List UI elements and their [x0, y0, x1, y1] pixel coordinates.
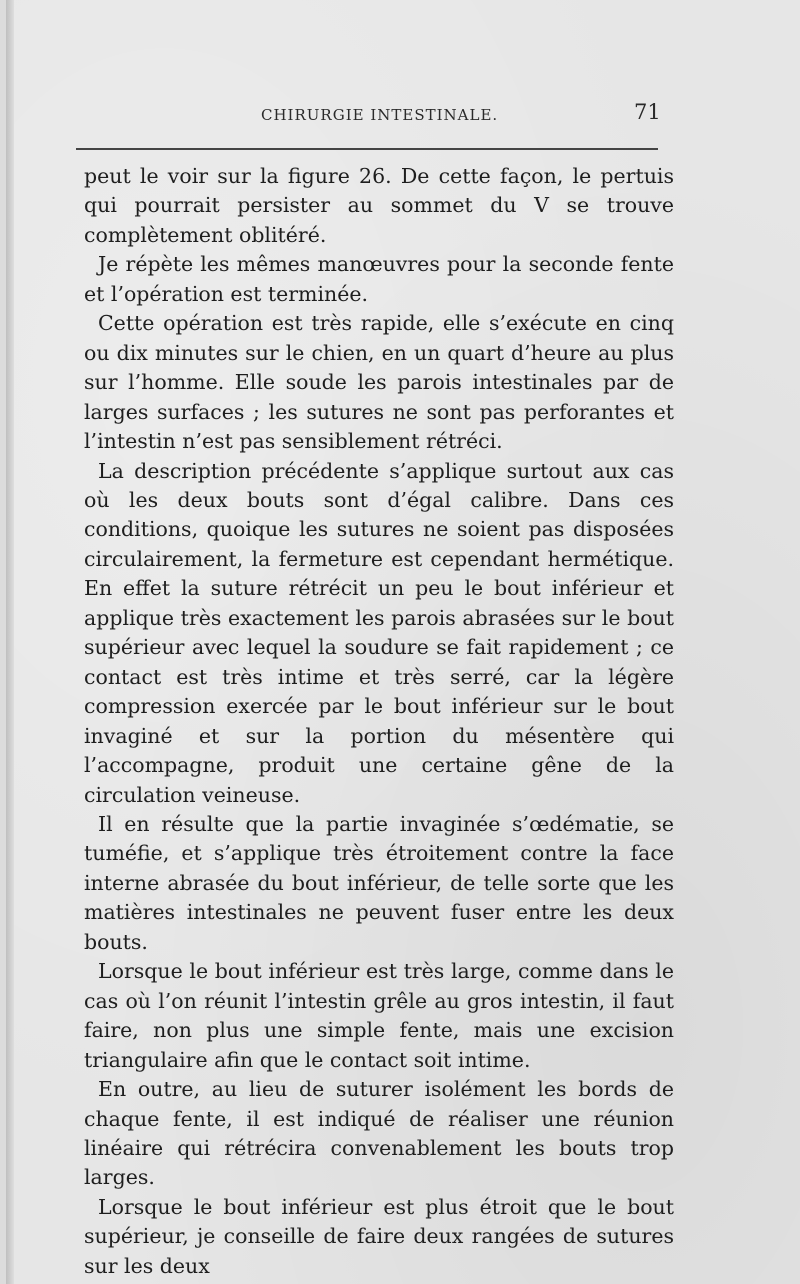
book-page	[6, 0, 800, 1284]
paragraph-1: peut le voir sur la figure 26. De cette façon, le pertuis qui pourrait persister au sommet du V se trouve complètement oblitéré.	[84, 164, 674, 247]
paragraph-2: Je répète les mêmes manœuvres pour la seconde fente et l’opération est terminée.	[84, 252, 674, 306]
page-edge-shadow	[6, 0, 14, 1284]
paragraph-8: Lorsque le bout inférieur est plus étroit que le bout supérieur, je conseille de faire deux rangées de sutures sur les deux	[84, 1194, 674, 1278]
paragraph-4: La description précédente s’applique surtout aux cas où les deux bouts sont d’égal calibre. Dans ces conditions, quoique les sutures ne soient pas disposées circulairement, la fermeture est cependant hermétique. En effet la suture rétrécit un peu le bout inférieur et applique très exactement les parois abrasées sur le bout supérieur avec lequel la soudure se fait rapidement ; ce contact est très intime et très serré, car la légère compression exercée par le bout inférieur sur le bout invaginé et sur la portion du mésentère qui l’accompagne, produit une certaine gêne de la circulation veineuse.	[84, 458, 674, 807]
header-rule	[76, 148, 658, 150]
page-number: 71	[634, 100, 661, 124]
body-text	[84, 162, 674, 1281]
paragraph-7: En outre, au lieu de suturer isolément les bords de chaque fente, il est indiqué de réaliser une réunion linéaire qui rétrécira convenablement les bouts trop larges.	[84, 1077, 674, 1190]
paragraph-3: Cette opération est très rapide, elle s’exécute en cinq ou dix minutes sur le chien, en un quart d’heure au plus sur l’homme. Elle soude les parois intestinales par de larges surfaces ; les sutures ne sont pas perforantes et l’intestin n’est pas sensiblement rétréci.	[84, 311, 674, 454]
running-header: CHIRURGIE INTESTINALE.	[261, 106, 499, 124]
paragraph-5: Il en résulte que la partie invaginée s’œdématie, se tuméfie, et s’applique très étroitement contre la face interne abrasée du bout inférieur, de telle sorte que les matières intestinales ne peuvent fuser entre les deux bouts.	[84, 811, 674, 954]
paragraph-6: Lorsque le bout inférieur est très large, comme dans le cas où l’on réunit l’intestin grêle au gros intestin, il faut faire, non plus une simple fente, mais une excision triangulaire afin que le contact soit intime.	[84, 959, 674, 1072]
